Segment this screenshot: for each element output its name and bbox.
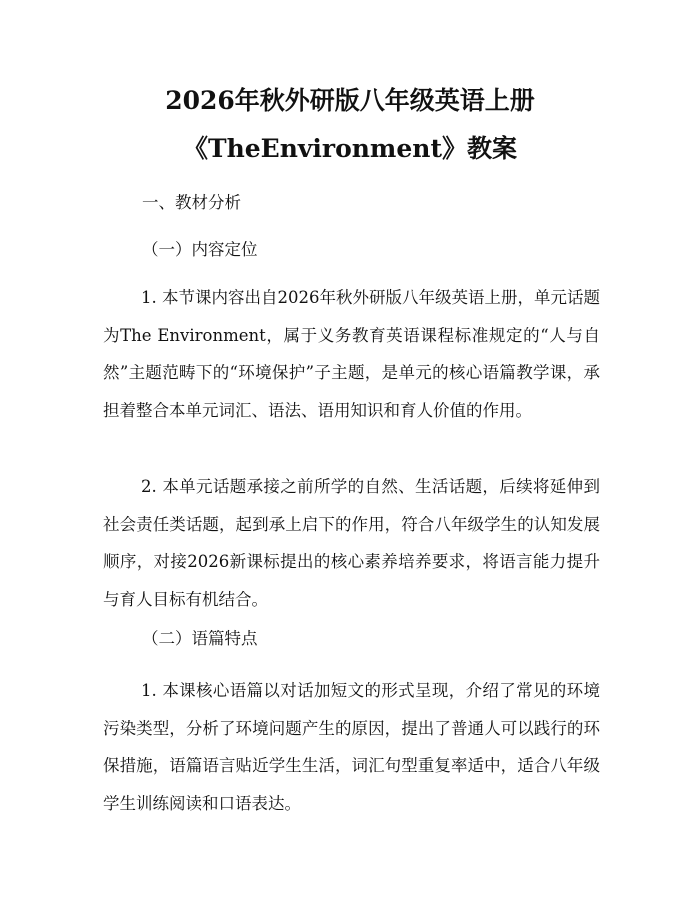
section-heading-textbook-analysis: 一、教材分析 [142,193,241,212]
subsection-heading-text-features: （二）语篇特点 [142,629,258,648]
document-title-line1: 2026年秋外研版八年级英语上册 [165,86,535,115]
paragraph-content-position-2: 2. 本单元话题承接之前所学的自然、生活话题，后续将延伸到社会责任类话题，起到承上启下的作用，符合八年级学生的认知发展顺序，对接2026新课标提出的核心素养培养要求，将语言能力提升与育人目标有机结合。 [103,477,600,609]
paragraph-content-position-1: 1. 本节课内容出自2026年秋外研版八年级英语上册，单元话题为The Environment，属于义务教育英语课程标准规定的“人与自然”主题范畴下的“环境保护”子主题，是单元的核心语篇教学课，承担着整合本单元词汇、语法、语用知识和育人价值的作用。 [103,288,600,420]
subsection-heading-content-position: （一）内容定位 [142,240,258,259]
paragraph-text-features-1: 1. 本课核心语篇以对话加短文的形式呈现，介绍了常见的环境污染类型，分析了环境问题产生的原因，提出了普通人可以践行的环保措施，语篇语言贴近学生生活，词汇句型重复率适中，适合八年级学生训练阅读和口语表达。 [103,681,600,813]
document-title-line2: 《TheEnvironment》教案 [182,134,518,163]
